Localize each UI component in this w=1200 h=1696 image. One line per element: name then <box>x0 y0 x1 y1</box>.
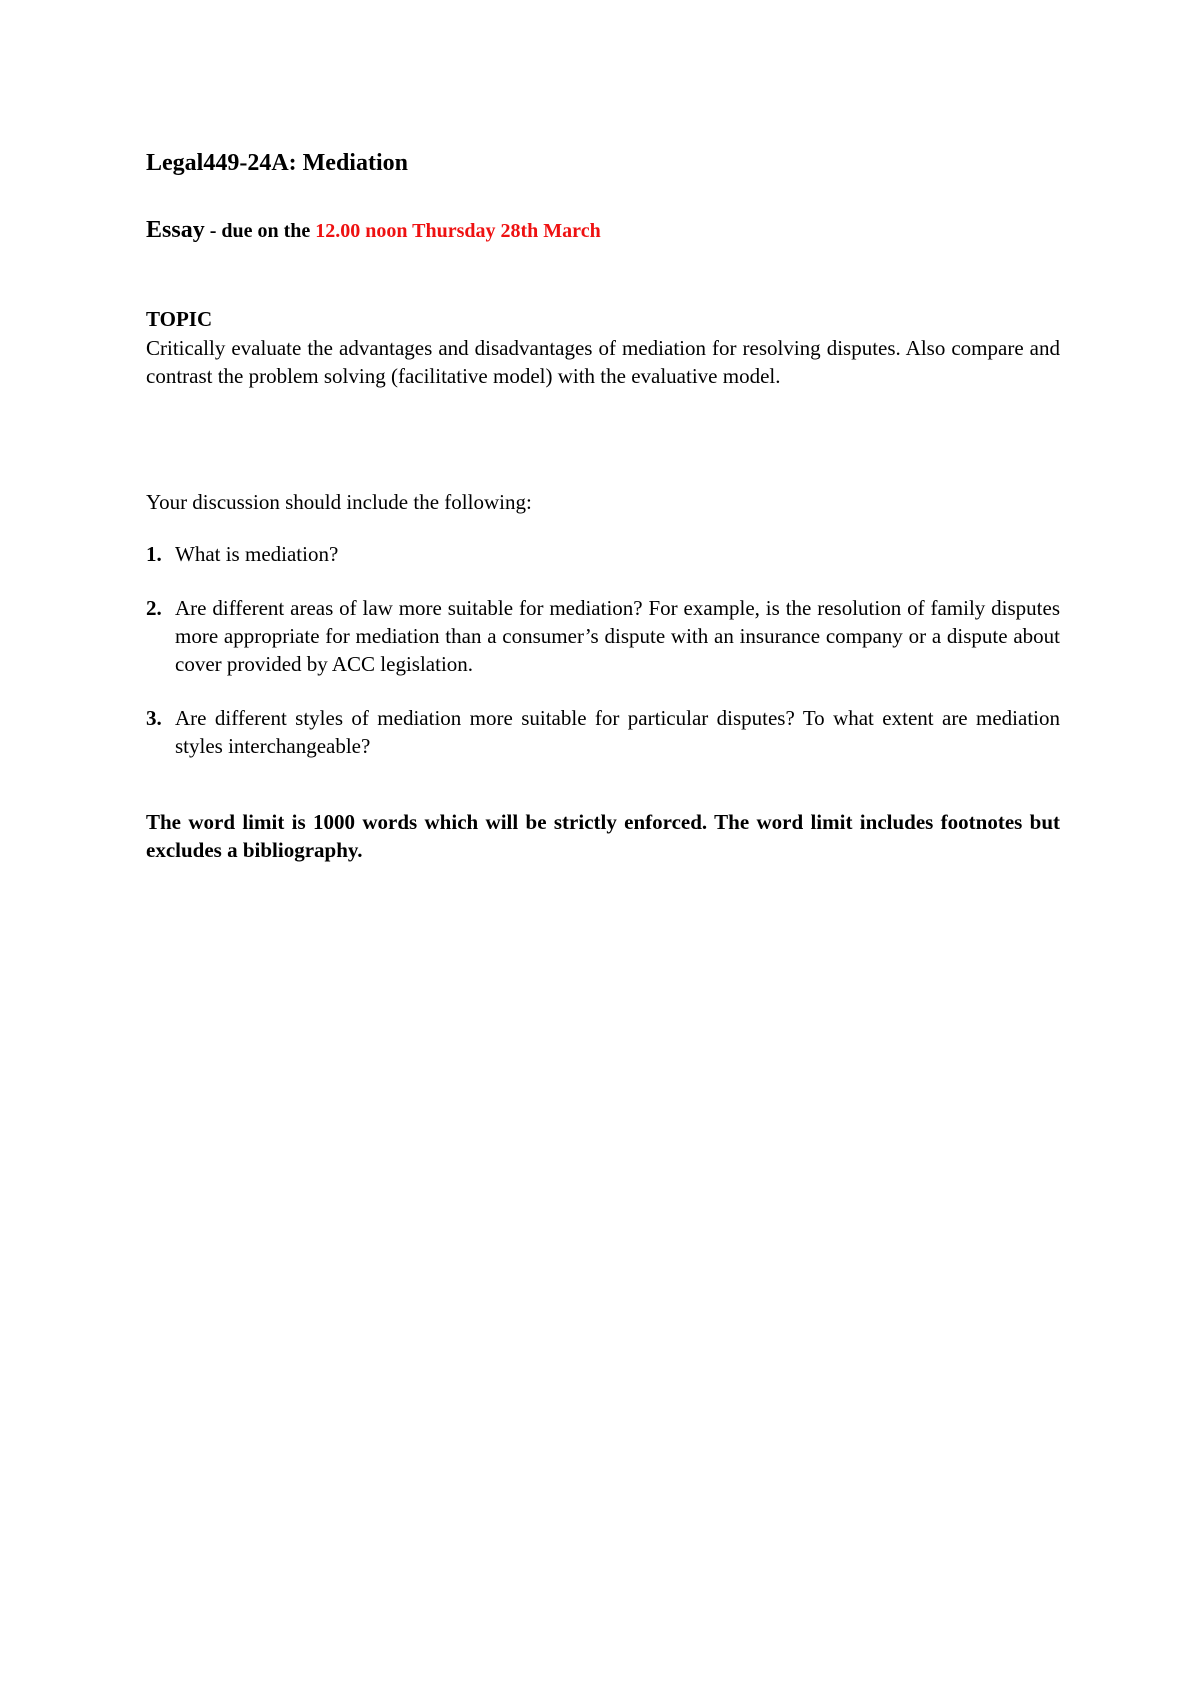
essay-due-prefix: - due on the <box>204 220 316 242</box>
list-item <box>146 594 1060 678</box>
topic-heading: TOPIC <box>146 307 213 331</box>
list-item-text: What is mediation? <box>175 542 339 566</box>
list-item <box>146 540 1060 568</box>
discussion-list <box>146 540 1060 760</box>
list-item <box>146 704 1060 760</box>
document-title: Legal449-24A: Mediation <box>146 150 408 176</box>
list-item-number: 3. <box>146 706 162 730</box>
topic-body: Critically evaluate the advantages and disadvantages of mediation for resolving disputes. Also compare and contrast the problem solving (facilitative model) with the evaluative model. <box>146 336 1060 388</box>
list-item-number: 1. <box>146 542 162 566</box>
word-limit-notice: The word limit is 1000 words which will be strictly enforced. The word limit includes footnotes but excludes a bibliography. <box>146 810 1060 862</box>
essay-label: Essay <box>146 217 205 243</box>
essay-due-line <box>146 215 1060 246</box>
document-content <box>146 147 1060 864</box>
essay-due-date: 12.00 noon Thursday 28th March <box>315 220 601 242</box>
discussion-intro: Your discussion should include the following: <box>146 490 532 514</box>
list-item-number: 2. <box>146 596 162 620</box>
list-item-text: Are different styles of mediation more suitable for particular disputes? To what extent are mediation styles interchangeable? <box>175 706 1060 758</box>
list-item-text: Are different areas of law more suitable for mediation? For example, is the resolution of family disputes more appropriate for mediation than a consumer’s dispute with an insurance company or a dispute about cover provided by ACC legislation. <box>175 596 1060 676</box>
